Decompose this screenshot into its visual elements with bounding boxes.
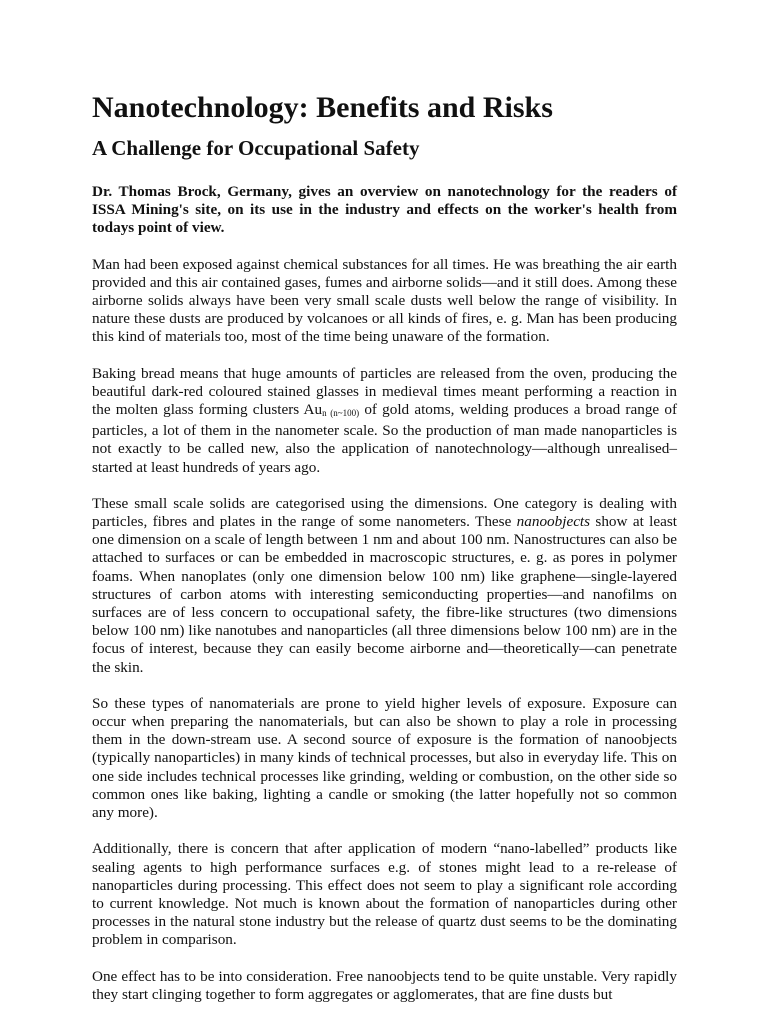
article-title: Nanotechnology: Benefits and Risks [92,91,553,124]
paragraph-6: One effect has to be into consideration. Free nanoobjects tend to be quite unstable. Very rapidly they start clinging together to form aggregates or agglomerates, that are fine dusts but [92,967,677,1003]
paragraph-3-text-b: show at least one dimension on a scale of length between 1 nm and about 100 nm. Nanostructures can also be attached to surfaces or can be embedded in macroscopic structures, e. g. as pores in polymer foams. When nanoplates (only one dimension below 100 nm) like graphene—single-layered structures of carbon atoms with interesting semiconducting properties—and nanofilms on surfaces are of less concern to occupational safety, the fibre-like structures (two dimensions below 100 nm) like nanotubes and nanoparticles (all three dimensions below 100 nm) are in the focus of interest, because they can easily become airborne and—theoretically—can penetrate the skin. [92,513,677,676]
article-lead: Dr. Thomas Brock, Germany, gives an overview on nanotechnology for the readers of ISSA Mining's site, on its use in the industry and effects on the worker's health from todays point of view. [92,183,677,237]
paragraph-5: Additionally, there is concern that after application of modern “nano-labelled” products like sealing agents to high performance surfaces e.g. of stones might lead to a re-release of nanoparticles during processing. This effect does not seem to play a significant role according to current knowledge. Not much is known about the formation of nanoparticles during other processes in the natural stone industry but the release of quartz dust seems to be the dominating problem in comparison. [92,840,677,949]
paragraph-3 [92,495,677,677]
article-subtitle: A Challenge for Occupational Safety [92,136,420,160]
gold-cluster-subscript-range: (n~100) [326,408,360,419]
paragraph-2-text-b: of gold atoms, welding produces a broad range of particles, a lot of them in the nanometer scale. So the production of man made nanoparticles is not exactly to be called new, also the application of nanotechnology—although unrealised– started at least hundreds of years ago. [92,401,678,476]
nanoobjects-term: nanoobjects [516,513,591,531]
gold-cluster-subscript [322,408,359,418]
paragraph-3-text-a: These small scale solids are categorised using the dimensions. One category is dealing with particles, fibres and plates in the range of some nanometers. These [92,494,677,531]
paragraph-2 [92,365,677,477]
paragraph-1: Man had been exposed against chemical substances for all times. He was breathing the air earth provided and this air contained gases, fumes and airborne solids—and it still does. Among these airborne solids always have been very small scale dusts well below the range of visibility. In nature these dusts are produced by volcanoes or all kinds of fires, e. g. Man has been producing this kind of materials too, most of the time being unaware of the formation. [92,255,677,346]
gold-cluster-subscript-n: n [322,408,327,419]
article [92,90,677,1004]
paragraph-2-text-a: Baking bread means that huge amounts of particles are released from the oven, producing the beautiful dark-red coloured stained glasses in medieval times meant performing a reaction in the molten glass forming clusters Au [92,364,677,419]
paragraph-4: So these types of nanomaterials are prone to yield higher levels of exposure. Exposure can occur when preparing the nanomaterials, but can also be shown to play a role in processing them in the down-stream use. A second source of exposure is the formation of nanoobjects (typically nanoparticles) in many kinds of technical processes, but also in everyday life. This on one side includes technical processes like grinding, welding or combustion, on the other side so common ones like baking, lighting a candle or smoking (the latter hopefully not so common any more). [92,694,677,822]
